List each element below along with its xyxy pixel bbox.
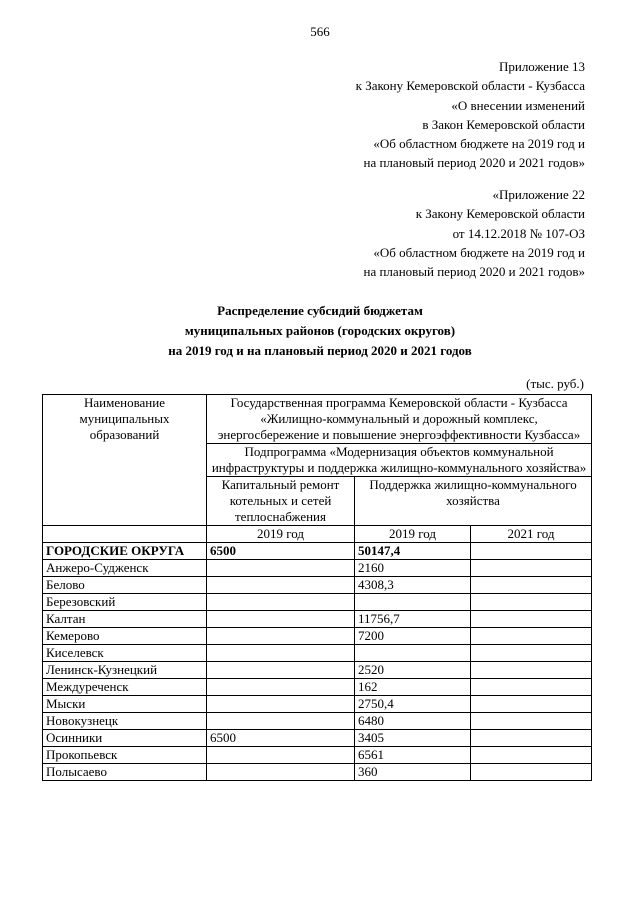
municipality-name-cell: Полысаево bbox=[43, 764, 207, 781]
table-row bbox=[43, 730, 592, 747]
appendix-main-line: «О внесении изменений bbox=[451, 97, 585, 113]
support-2021-cell bbox=[471, 594, 592, 611]
support-2019-cell: 162 bbox=[355, 679, 471, 696]
support-2021-cell bbox=[471, 628, 592, 645]
appendix-ref-line: к Закону Кемеровской области bbox=[415, 206, 585, 222]
capital-repair-2019-cell bbox=[207, 611, 355, 628]
municipality-name-cell: Белово bbox=[43, 577, 207, 594]
title-line: муниципальных районов (городских округов) bbox=[184, 323, 456, 338]
municipality-name-cell: Калтан bbox=[43, 611, 207, 628]
municipality-name-cell: Березовский bbox=[43, 594, 207, 611]
support-2021-cell bbox=[471, 696, 592, 713]
appendix-ref-block bbox=[364, 185, 586, 281]
title-line: Распределение субсидий бюджетам bbox=[217, 303, 423, 318]
support-2021-cell bbox=[471, 577, 592, 594]
municipality-name-cell: Киселевск bbox=[43, 645, 207, 662]
support-2021-cell bbox=[471, 645, 592, 662]
table-row bbox=[43, 662, 592, 679]
subsidy-table bbox=[42, 394, 592, 781]
table-row bbox=[43, 713, 592, 730]
support-2021-cell bbox=[471, 543, 592, 560]
support-2021-cell bbox=[471, 679, 592, 696]
table-row bbox=[43, 628, 592, 645]
capital-repair-2019-cell bbox=[207, 764, 355, 781]
capital-repair-2019-cell bbox=[207, 679, 355, 696]
municipality-name-cell: Мыски bbox=[43, 696, 207, 713]
appendix-ref-line: «Приложение 22 bbox=[492, 187, 585, 202]
support-2019-cell: 360 bbox=[355, 764, 471, 781]
table-row bbox=[43, 679, 592, 696]
capital-repair-2019-cell bbox=[207, 577, 355, 594]
support-2021-cell bbox=[471, 747, 592, 764]
capital-repair-2019-cell bbox=[207, 747, 355, 764]
support-2021-cell bbox=[471, 764, 592, 781]
capital-repair-2019-cell bbox=[207, 713, 355, 730]
capital-repair-2019-cell bbox=[207, 696, 355, 713]
table-row bbox=[43, 577, 592, 594]
municipality-name-cell: Междуреченск bbox=[43, 679, 207, 696]
support-2021-cell bbox=[471, 713, 592, 730]
municipality-name-cell: Анжеро-Судженск bbox=[43, 560, 207, 577]
header-subprogram: Подпрограмма «Модернизация объектов коммунальной инфраструктуры и поддержка жилищно-коммунального хозяйства» bbox=[207, 444, 592, 477]
capital-repair-2019-cell bbox=[207, 645, 355, 662]
unit-label: (тыс. руб.) bbox=[526, 376, 584, 391]
support-2021-cell bbox=[471, 611, 592, 628]
header-measure-support: Поддержка жилищно-коммунального хозяйства bbox=[355, 477, 592, 526]
appendix-main-line: к Закону Кемеровской области - Кузбасса bbox=[355, 78, 585, 94]
header-empty-cell bbox=[43, 526, 207, 543]
appendix-ref-line: от 14.12.2018 № 107-ОЗ bbox=[452, 225, 585, 241]
municipality-name-cell: Прокопьевск bbox=[43, 747, 207, 764]
support-2019-cell: 50147,4 bbox=[355, 543, 471, 560]
header-year: 2021 год bbox=[471, 526, 592, 543]
appendix-main-line: «Об областном бюджете на 2019 год и bbox=[373, 136, 585, 152]
support-2019-cell bbox=[355, 594, 471, 611]
capital-repair-2019-cell bbox=[207, 594, 355, 611]
capital-repair-2019-cell bbox=[207, 662, 355, 679]
document-title bbox=[0, 301, 640, 361]
appendix-ref-line: на плановый период 2020 и 2021 годов» bbox=[363, 264, 585, 280]
municipality-name-cell: Ленинск-Кузнецкий bbox=[43, 662, 207, 679]
municipality-name-cell: Кемерово bbox=[43, 628, 207, 645]
table-row bbox=[43, 560, 592, 577]
support-2019-cell: 4308,3 bbox=[355, 577, 471, 594]
support-2021-cell bbox=[471, 662, 592, 679]
header-municipality: Наименование муниципальных образований bbox=[43, 395, 207, 526]
appendix-ref-line: «Об областном бюджете на 2019 год и bbox=[373, 244, 585, 260]
table-row bbox=[43, 696, 592, 713]
table-row bbox=[43, 747, 592, 764]
support-2019-cell: 2750,4 bbox=[355, 696, 471, 713]
appendix-main-line: в Закон Кемеровской области bbox=[422, 116, 585, 132]
capital-repair-2019-cell: 6500 bbox=[207, 730, 355, 747]
appendix-main-line: на плановый период 2020 и 2021 годов» bbox=[363, 155, 585, 171]
header-program: Государственная программа Кемеровской области - Кузбасса «Жилищно-коммунальный и дорожный комплекс, энергосбережение и повышение энергоэффективности Кузбасса» bbox=[207, 395, 592, 444]
title-line: на 2019 год и на плановый период 2020 и 2021 годов bbox=[168, 343, 472, 358]
header-year: 2019 год bbox=[355, 526, 471, 543]
table-row bbox=[43, 543, 592, 560]
appendix-main-block bbox=[356, 57, 585, 173]
appendix-main-line: Приложение 13 bbox=[498, 59, 585, 74]
support-2019-cell: 6480 bbox=[355, 713, 471, 730]
support-2019-cell: 2160 bbox=[355, 560, 471, 577]
support-2019-cell: 6561 bbox=[355, 747, 471, 764]
support-2019-cell: 7200 bbox=[355, 628, 471, 645]
municipality-name-cell: Осинники bbox=[43, 730, 207, 747]
header-year: 2019 год bbox=[207, 526, 355, 543]
support-2021-cell bbox=[471, 730, 592, 747]
table-row bbox=[43, 645, 592, 662]
support-2021-cell bbox=[471, 560, 592, 577]
table-row bbox=[43, 611, 592, 628]
capital-repair-2019-cell bbox=[207, 628, 355, 645]
capital-repair-2019-cell: 6500 bbox=[207, 543, 355, 560]
municipality-name-cell: ГОРОДСКИЕ ОКРУГА bbox=[43, 543, 207, 560]
support-2019-cell: 11756,7 bbox=[355, 611, 471, 628]
support-2019-cell: 2520 bbox=[355, 662, 471, 679]
capital-repair-2019-cell bbox=[207, 560, 355, 577]
support-2019-cell: 3405 bbox=[355, 730, 471, 747]
table-row bbox=[43, 594, 592, 611]
page-number: 566 bbox=[310, 24, 330, 39]
header-measure-capital-repair: Капитальный ремонт котельных и сетей теплоснабжения bbox=[207, 477, 355, 526]
municipality-name-cell: Новокузнецк bbox=[43, 713, 207, 730]
support-2019-cell bbox=[355, 645, 471, 662]
table-row bbox=[43, 764, 592, 781]
